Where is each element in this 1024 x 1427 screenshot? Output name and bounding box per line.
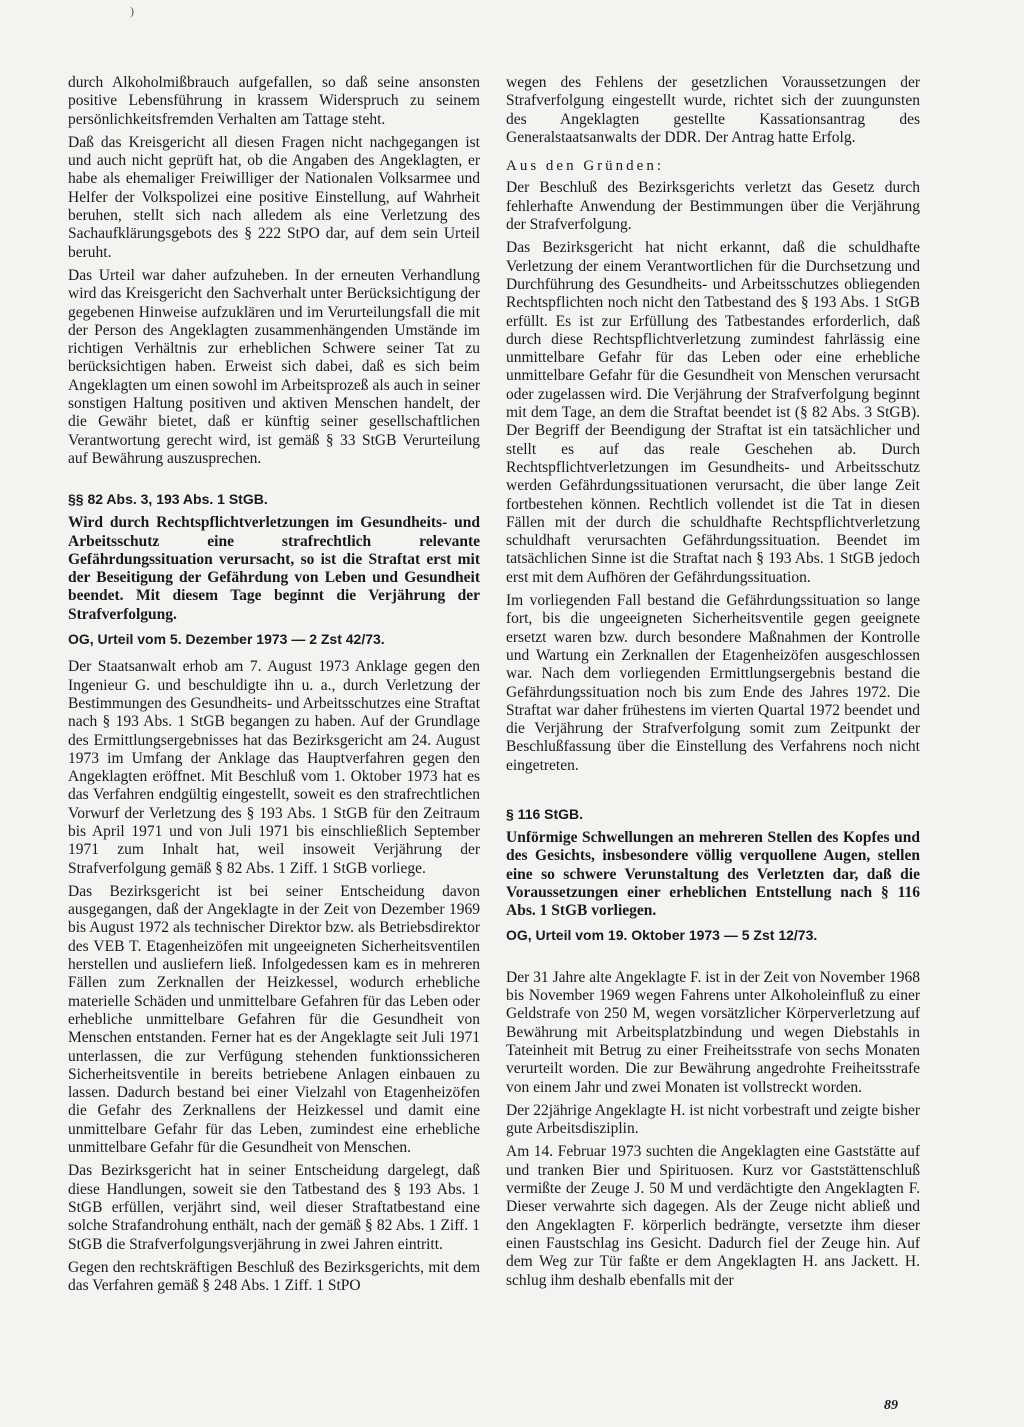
paragraph: Am 14. Februar 1973 suchten die Angeklagten eine Gaststätte auf und tranken Bier und Spirituosen. Kurz vor Gaststättenschluß vermißte der Zeuge J. 50 M und verdächtigte den Angeklagten F. Dieser verwahrte sich dagegen. Als der Zeuge nicht abließ und den Angeklagten F. körperlich bedrängte, versetzte ihm dieser einen Faustschlag ins Gesicht. Dadurch fiel der Zeuge hin. Auf dem Weg zur Tür faßte er dem Angeklagten H. ans Jackett. H. schlug ihm deshalb ebenfalls mit der	[506, 1143, 920, 1289]
paragraph: wegen des Fehlens der gesetzlichen Voraussetzungen der Strafverfolgung eingestellt wurde, richtet sich der zuungunsten des Angeklagten gestellte Kassationsantrag des Generalstaatsanwalts der DDR. Der Antrag hatte Erfolg.	[506, 74, 920, 146]
paragraph: Das Bezirksgericht hat nicht erkannt, daß die schuldhafte Verletzung der einem Verantwortlichen für die Durchsetzung und Durchführung des Gesundheits- und Arbeitsschutzes obliegenden Rechtspflichten noch nicht den Tatbestand des § 193 Abs. 1 StGB erfüllt. Es ist zur Erfüllung des Tatbestandes erforderlich, daß durch diese Rechtspflichtverletzung zumindest fahrlässig eine unmittelbare Gefahr für das Leben oder eine erhebliche unmittelbare Gefahr für die Gesundheit von Menschen verursacht oder zugelassen wird. Die Verjährung der Strafverfolgung beginnt mit dem Tage, an dem die Straftat beendet ist (§ 82 Abs. 3 StGB). Der Begriff der Beendigung der Straftat ist ein tatsächlicher und stellt es auf das reale Geschehen ab. Durch Rechtspflichtverletzungen im Gesundheits- und Arbeitsschutz werden Gefährdungssituationen verursacht, die über lange Zeit fortbestehen können. Rechtlich vollendet ist die Tat in diesen Fällen mit der durch die schuldhafte Rechtspflichtverletzung schuldhaft verursachten Gefährdungssituation. Beendet im tatsächlichen Sinne ist die Straftat nach § 193 Abs. 1 StGB jedoch erst mit dem Aufhören der Gefährdungssituation.	[506, 239, 920, 586]
section-heading: § 116 StGB.	[506, 805, 584, 822]
paragraph: Der Staatsanwalt erhob am 7. August 1973 Anklage gegen den Ingenieur G. und beschuldigte ihn u. a., durch Verletzung der Bestimmungen des Gesundheits- und Arbeitsschutzes eine Straftat nach § 193 Abs. 1 StGB begangen zu haben. Auf der Grundlage des Ermittlungsergebnisses hat das Bezirksgericht am 24. August 1973 im Umfang der Anklage das Hauptverfahren gegen den Angeklagten eröffnet. Mit Beschluß vom 1. Oktober 1973 hat es das Verfahren endgültig eingestellt, soweit es den strafrechtlichen Vorwurf der Verletzung des § 193 Abs. 1 StGB für den Zeitraum bis April 1971 und von Juli 1971 bis einschließlich September 1971 zum Inhalt hat, weil insoweit Verjährung der Strafverfolgung gemäß § 82 Abs. 1 Ziff. 1 StGB vorliege.	[68, 658, 480, 877]
paragraph: durch Alkoholmißbrauch aufgefallen, so daß seine ansonsten positive Lebensführung in krassem Widerspruch zu seinem persönlichkeitsfremden Verhalten am Tattage steht.	[68, 74, 480, 128]
paragraph: Das Urteil war daher aufzuheben. In der erneuten Verhandlung wird das Kreisgericht den Sachverhalt unter Berücksichtigung der gegebenen Hinweise aufzuklären und im Verurteilungsfall die mit der Person des Angeklagten zusammenhängenden Umstände im richtigen Verhältnis zur erheblichen Schwere seiner Tat zu berücksichtigen haben. Erweist sich dabei, daß es sich beim Angeklagten um einen sowohl im Arbeitsprozeß als auch in seiner sonstigen Haltung positiven und aktiven Menschen handelt, der die Gewähr bietet, daß er künftig seiner gesellschaftlichen Verantwortung gerecht wird, ist gemäß § 33 StGB Verurteilung auf Bewährung auszusprechen.	[68, 266, 480, 467]
paragraph: Der Beschluß des Bezirksgerichts verletzt das Gesetz durch fehlerhafte Anwendung der Bestimmungen über die Verjährung der Strafverfolgung.	[506, 179, 920, 234]
paragraph: Gegen den rechtskräftigen Beschluß des Bezirksgerichts, mit dem das Verfahren gemäß § 248 Abs. 1 Ziff. 1 StPO	[68, 1258, 480, 1295]
paragraph: Der 31 Jahre alte Angeklagte F. ist in der Zeit von November 1968 bis November 1969 wegen Fahrens unter Alkoholeinfluß zu einer Geldstrafe von 250 M, wegen vorsätzlicher Körperverletzung auf Bewährung mit Arbeitsplatzbindung und wegen Diebstahls in Tateinheit mit Betrug zu einer Freiheitsstrafe von sechs Monaten verurteilt worden. Die zur Bewährung angedrohte Freiheitsstrafe von einem Jahr und zwei Monaten ist vollstreckt worden.	[506, 968, 920, 1096]
case-reference: OG, Urteil vom 19. Oktober 1973 — 5 Zst 12/73.	[506, 927, 818, 944]
headnote: Unförmige Schwellungen an mehreren Stellen des Kopfes und des Gesichts, insbesondere völlig verquollene Augen, stellen eine so schwere Verunstaltung des Verletzten dar, daß die Voraussetzungen einer erheblichen Entstellung nach § 116 Abs. 1 StGB vorliegen.	[506, 828, 920, 920]
paragraph: Der 22jährige Angeklagte H. ist nicht vorbestraft und zeigte bisher gute Arbeitsdisziplin.	[506, 1101, 920, 1138]
paragraph: Daß das Kreisgericht all diesen Fragen nicht nachgegangen ist und auch nicht geprüft hat, ob die Angaben des Angeklagten, er habe als ehemaliger Freiwilliger der Nationalen Volksarmee und Helfer der Volkspolizei eine positive Einstellung, auf Wahrheit beruhen, stellt sich nach alledem als eine Verletzung des Sachaufklärungsgebots des § 222 StPO dar, auf dem sein Urteil beruht.	[68, 133, 480, 261]
headnote: Wird durch Rechtspflichtverletzungen im Gesundheits- und Arbeitsschutz eine strafrechtlich relevante Gefährdungssituation verursacht, so ist die Straftat erst mit der Beseitigung der Gefährdung von Leben und Gesundheit beendet. Mit diesem Tage beginnt die Verjährung der Strafverfolgung.	[68, 514, 480, 623]
paragraph: Im vorliegenden Fall bestand die Gefährdungssituation so lange fort, bis die ungeeigneten Sicherheitsventile gegen geeignete ersetzt waren bzw. durch besondere Maßnahmen der Kontrolle und Wartung ein Zerknallen der Etagenheizöfen ausgeschlossen war. Nach dem vorliegenden Ermittlungsergebnis bestand die Gefährdungssituation noch bis zum Ende des Jahres 1972. Die Straftat war daher frühestens im vierten Quartal 1972 beendet und die Verjährung der Strafverfolgung somit zum Zeitpunkt der Beschlußfassung über die Einstellung des Verfahrens noch nicht eingetreten.	[506, 592, 920, 774]
left-column	[68, 74, 480, 1300]
case-reference: OG, Urteil vom 5. Dezember 1973 — 2 Zst 42/73.	[68, 631, 385, 648]
right-column	[506, 74, 920, 1295]
reasons-heading: Aus den Gründen:	[506, 158, 664, 175]
page-number: 89	[884, 1398, 898, 1413]
scan-mark: )	[130, 4, 134, 18]
paragraph: Das Bezirksgericht hat in seiner Entscheidung dargelegt, daß diese Handlungen, soweit sie den Tatbestand des § 193 Abs. 1 StGB erfüllen, verjährt sind, weil dieser Straftatbestand eine solche Strafandrohung enthält, nach der gemäß § 82 Abs. 1 Ziff. 1 StGB die Strafverfolgungsverjährung in zwei Jahren eintritt.	[68, 1162, 480, 1253]
section-heading: §§ 82 Abs. 3, 193 Abs. 1 StGB.	[68, 491, 268, 508]
paragraph: Das Bezirksgericht ist bei seiner Entscheidung davon ausgegangen, daß der Angeklagte in der Zeit von Dezember 1969 bis August 1972 als technischer Direktor bzw. als Betriebsdirektor des VEB T. Etagenheizöfen mit ungeeigneten Sicherheitsventilen herstellen und ausliefern ließ. Infolgedessen kam es in mehreren Fällen zum Zerknallen der Heizkessel, wodurch erhebliche materielle Schäden und unmittelbare Gefahren für das Leben oder erhebliche unmittelbare Gefahren für die Gesundheit von Menschen entstanden. Ferner hat es der Angeklagte seit Juli 1971 unterlassen, die zur Verfügung stehenden funktionssicheren Sicherheitsventile in bereits betriebene Anlagen einbauen zu lassen. Dadurch bestand bei einer Vielzahl von Etagenheizöfen die Gefahr des Zerknallens der Heizkessel und damit eine unmittelbare Gefahr für das Leben, zumindest eine erhebliche unmittelbare Gefahr für die Gesundheit von Menschen.	[68, 882, 480, 1157]
